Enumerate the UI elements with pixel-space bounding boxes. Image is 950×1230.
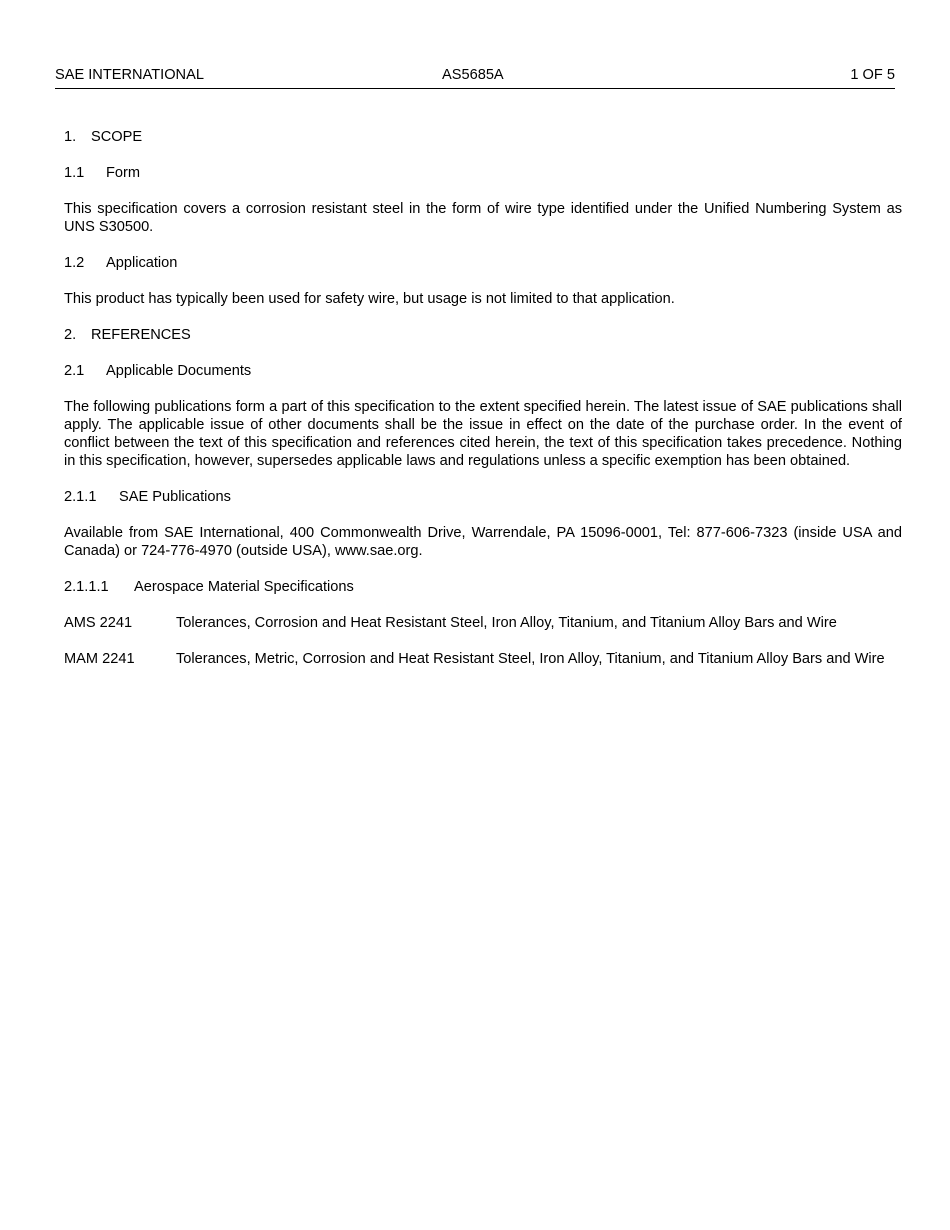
reference-entry [64, 614, 902, 632]
section-title: REFERENCES [91, 327, 191, 343]
reference-entry [64, 650, 902, 668]
section-number: 1.2 [64, 255, 85, 271]
section-number: 1. [64, 129, 77, 145]
section-title: Form [106, 165, 141, 181]
section-number: 2.1 [64, 363, 85, 379]
section-1-2-heading [64, 254, 902, 272]
page-header [55, 66, 895, 89]
section-1-1-paragraph: This specification covers a corrosion resistant steel in the form of wire type identified under the Unified Numbering System as UNS S30500. [64, 201, 902, 235]
section-number: 2. [64, 327, 77, 343]
header-document-number: AS5685A [442, 67, 504, 83]
section-number: 2.1.1 [64, 489, 97, 505]
document-body [64, 128, 902, 686]
section-title: Application [106, 255, 178, 271]
section-1-1-heading [64, 164, 902, 182]
section-title: SAE Publications [119, 489, 231, 505]
section-number: 1.1 [64, 165, 85, 181]
reference-code: MAM 2241 [64, 651, 135, 667]
section-2-1-heading [64, 362, 902, 380]
section-2-1-1-paragraph: Available from SAE International, 400 Commonwealth Drive, Warrendale, PA 15096-0001, Tel: 877-606-7323 (inside USA and Canada) or 724-776-4970 (outside USA), www.sae.org. [64, 525, 902, 559]
header-organization: SAE INTERNATIONAL [55, 67, 204, 83]
section-1-heading [64, 128, 902, 146]
reference-code: AMS 2241 [64, 615, 133, 631]
section-2-1-1-heading [64, 488, 902, 506]
reference-title: Tolerances, Corrosion and Heat Resistant Steel, Iron Alloy, Titanium, and Titanium Alloy Bars and Wire [176, 615, 837, 631]
section-1-2-paragraph: This product has typically been used for safety wire, but usage is not limited to that application. [64, 291, 675, 307]
section-2-1-paragraph: The following publications form a part of this specification to the extent specified herein. The latest issue of SAE publications shall apply. The applicable issue of other documents shall be the issue in effect on the date of the purchase order. In the event of conflict between the text of this specification and references cited herein, the text of this specification takes precedence. Nothing in this specification, however, supersedes applicable laws and regulations unless a specific exemption has been obtained. [64, 399, 902, 469]
section-title: Applicable Documents [106, 363, 252, 379]
section-title: SCOPE [91, 129, 143, 145]
section-number: 2.1.1.1 [64, 579, 109, 595]
section-2-1-1-1-heading [64, 578, 902, 596]
section-2-heading [64, 326, 902, 344]
header-page-number: 1 OF 5 [850, 67, 895, 83]
reference-title: Tolerances, Metric, Corrosion and Heat Resistant Steel, Iron Alloy, Titanium, and Titanium Alloy Bars and Wire [176, 651, 885, 667]
section-title: Aerospace Material Specifications [134, 579, 354, 595]
